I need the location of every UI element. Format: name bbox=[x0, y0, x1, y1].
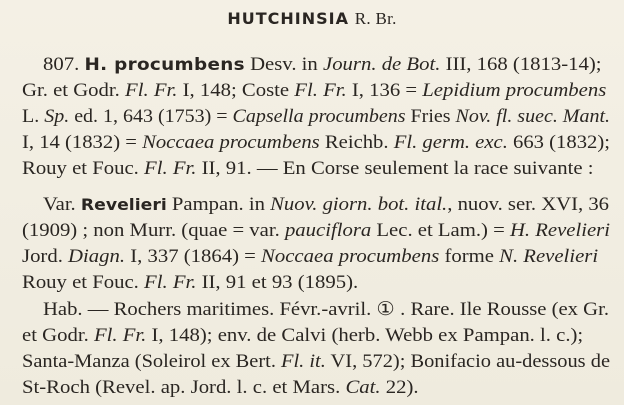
text-run: Noccaea procumbens bbox=[261, 246, 440, 267]
text-run: Fl. Fr. bbox=[125, 80, 178, 101]
variety-line-3 bbox=[22, 247, 598, 266]
text-run: Rouy et Fouc. bbox=[22, 272, 145, 293]
text-run: 22). bbox=[380, 377, 419, 398]
text-run: Nuov. giorn. bot. ital. bbox=[270, 194, 448, 215]
text-run: Rouy et Fouc. bbox=[22, 158, 145, 179]
text-run: , nuov. ser. XVI, 36 bbox=[447, 194, 609, 215]
text-run: Pampan. in bbox=[166, 194, 271, 215]
text-run: Fl. Fr. bbox=[294, 80, 347, 101]
entry-line-5 bbox=[22, 159, 594, 178]
text-run: Santa-Manza (Soleirol ex Bert. bbox=[22, 351, 282, 372]
text-run: Cat. bbox=[345, 377, 381, 398]
habitat-line-2 bbox=[22, 326, 583, 345]
text-run: N. Revelieri bbox=[499, 246, 599, 267]
text-run: II, 91. — En Corse seulement la race suivante : bbox=[196, 158, 594, 179]
text-run: VI, 572); Bonifacio au-dessous de bbox=[325, 351, 610, 372]
text-run: Journ. de Bot. bbox=[322, 54, 441, 75]
variety-line-2 bbox=[22, 221, 610, 240]
text-run: I, 136 = bbox=[346, 80, 423, 101]
entry-line-3 bbox=[22, 107, 610, 126]
genus-name: HUTCHINSIA bbox=[227, 9, 349, 28]
cropped-next-line bbox=[22, 397, 622, 405]
text-run: pauciflora bbox=[284, 220, 372, 241]
text-run: Lec. et Lam.) = bbox=[371, 220, 510, 241]
text-run: Fl. Fr. bbox=[144, 158, 197, 179]
text-run: Hab. — Rochers maritimes. Févr.-avril. ① . Rare. Ile Rousse (ex Gr. bbox=[43, 299, 609, 320]
variety-line-4 bbox=[22, 273, 358, 292]
text-run: St-Roch (Revel. ap. Jord. l. c. et Mars. bbox=[22, 377, 346, 398]
variety-line-1 bbox=[43, 195, 609, 214]
text-run: Fl. germ. exc. bbox=[393, 132, 508, 153]
text-run: Nov. fl. suec. Mant. bbox=[455, 106, 610, 127]
entry-line-1 bbox=[43, 55, 602, 74]
text-run: Jord. bbox=[22, 246, 69, 267]
text-run: (1909) ; non Murr. (quae = var. bbox=[22, 220, 285, 241]
habitat-line-4 bbox=[22, 378, 419, 397]
genus-author: R. Br. bbox=[354, 9, 397, 28]
text-run: I, 148); env. de Calvi (herb. Webb ex Pampan. l. c.); bbox=[146, 325, 584, 346]
genus-header bbox=[0, 9, 624, 29]
text-run: Lepidium procumbens bbox=[422, 80, 607, 101]
text-run: Capsella procumbens bbox=[232, 106, 406, 127]
text-run: Diagn. bbox=[68, 246, 126, 267]
text-run: Sp. bbox=[44, 106, 70, 127]
text-run: Fries bbox=[405, 106, 456, 127]
text-run: H. Revelieri bbox=[509, 220, 610, 241]
entry-line-2 bbox=[22, 81, 606, 100]
text-run: forme bbox=[439, 246, 500, 267]
text-run: Revelieri bbox=[80, 195, 167, 214]
entry-number: 807. bbox=[43, 54, 80, 75]
text-run: ed. 1, 643 (1753) = bbox=[69, 106, 233, 127]
text-run: Gr. et Godr. bbox=[22, 80, 126, 101]
text-run: I, 14 (1832) = bbox=[22, 132, 143, 153]
text-run: et Godr. bbox=[22, 325, 94, 346]
text-run: 663 (1832); bbox=[507, 132, 610, 153]
species-name: H. procumbens bbox=[84, 55, 245, 75]
text-run: Noccaea procumbens bbox=[142, 132, 320, 153]
text-run: I, 337 (1864) = bbox=[125, 246, 262, 267]
text-run: Fl. Fr. bbox=[93, 325, 147, 346]
text-run: Fl. it. bbox=[281, 351, 326, 372]
entry-line-4 bbox=[22, 133, 610, 152]
text-run: L. bbox=[22, 106, 45, 127]
text-run: Var. bbox=[43, 194, 81, 215]
habitat-line-3 bbox=[22, 352, 610, 371]
text-run: Reichb. bbox=[319, 132, 394, 153]
text-run: Desv. in bbox=[244, 54, 323, 75]
habitat-line-1 bbox=[43, 300, 609, 319]
text-run: Fl. Fr. bbox=[144, 272, 197, 293]
text-run: II, 91 et 93 (1895). bbox=[196, 272, 359, 293]
text-run: III, 168 (1813-14); bbox=[440, 54, 602, 75]
text-run: I, 148; Coste bbox=[177, 80, 295, 101]
